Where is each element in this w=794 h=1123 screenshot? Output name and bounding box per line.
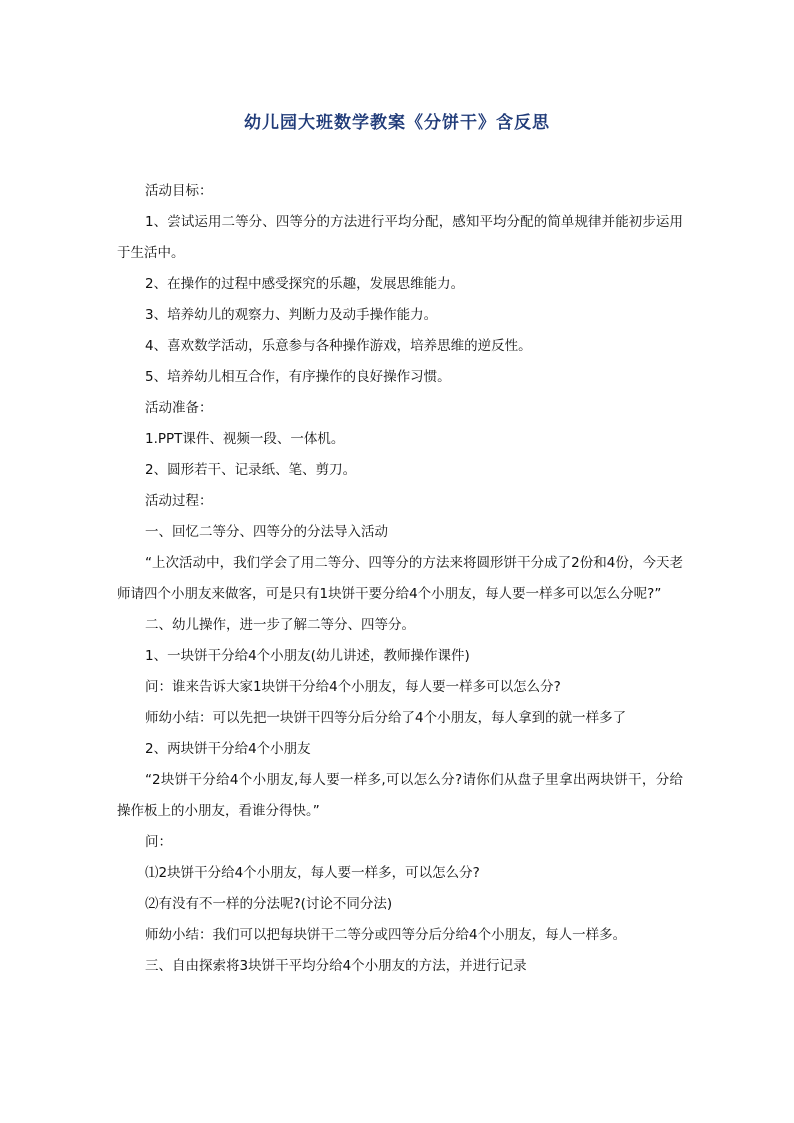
paragraph: 活动过程： — [145, 493, 213, 509]
paragraph: 二、幼儿操作，进一步了解二等分、四等分。 — [145, 617, 415, 633]
paragraph: 活动准备： — [145, 400, 213, 416]
paragraph: 活动目标： — [145, 183, 213, 199]
paragraph: ⑵有没有不一样的分法呢?(讨论不同分法) — [145, 896, 393, 912]
paragraph: 问：谁来告诉大家1块饼干分给4个小朋友，每人要一样多可以怎么分? — [145, 679, 561, 695]
document-body — [117, 176, 683, 982]
paragraph: 4、喜欢数学活动，乐意参与各种操作游戏，培养思维的逆反性。 — [145, 338, 532, 354]
paragraph: 1、尝试运用二等分、四等分的方法进行平均分配，感知平均分配的简单规律并能初步运用于生活中。 — [117, 214, 683, 261]
paragraph: 3、培养幼儿的观察力、判断力及动手操作能力。 — [145, 307, 438, 323]
paragraph: 2、圆形若干、记录纸、笔、剪刀。 — [145, 462, 357, 478]
document-title: 幼儿园大班数学教案《分饼干》含反思 — [244, 113, 550, 133]
paragraph: “2块饼干分给4个小朋友,每人要一样多,可以怎么分?请你们从盘子里拿出两块饼干，分给操作板上的小朋友，看谁分得快。” — [117, 772, 683, 819]
paragraph: 问： — [145, 834, 172, 850]
paragraph: 三、自由探索将3块饼干平均分给4个小朋友的方法，并进行记录 — [145, 958, 527, 974]
paragraph: ⑴2块饼干分给4个小朋友，每人要一样多，可以怎么分? — [145, 865, 480, 881]
paragraph: 1.PPT课件、视频一段、一体机。 — [145, 431, 345, 447]
paragraph: 2、两块饼干分给4个小朋友 — [145, 741, 311, 757]
paragraph: 5、培养幼儿相互合作，有序操作的良好操作习惯。 — [145, 369, 451, 385]
paragraph: 1、一块饼干分给4个小朋友(幼儿讲述，教师操作课件) — [145, 648, 470, 664]
paragraph: “上次活动中，我们学会了用二等分、四等分的方法来将圆形饼干分成了2份和4份，今天老师请四个小朋友来做客，可是只有1块饼干要分给4个小朋友，每人要一样多可以怎么分呢?” — [117, 555, 683, 602]
paragraph: 一、回忆二等分、四等分的分法导入活动 — [145, 524, 388, 540]
paragraph: 2、在操作的过程中感受探究的乐趣，发展思维能力。 — [145, 276, 465, 292]
paragraph: 师幼小结：可以先把一块饼干四等分后分给了4个小朋友，每人拿到的就一样多了 — [145, 710, 627, 726]
paragraph: 师幼小结：我们可以把每块饼干二等分或四等分后分给4个小朋友，每人一样多。 — [145, 927, 627, 943]
